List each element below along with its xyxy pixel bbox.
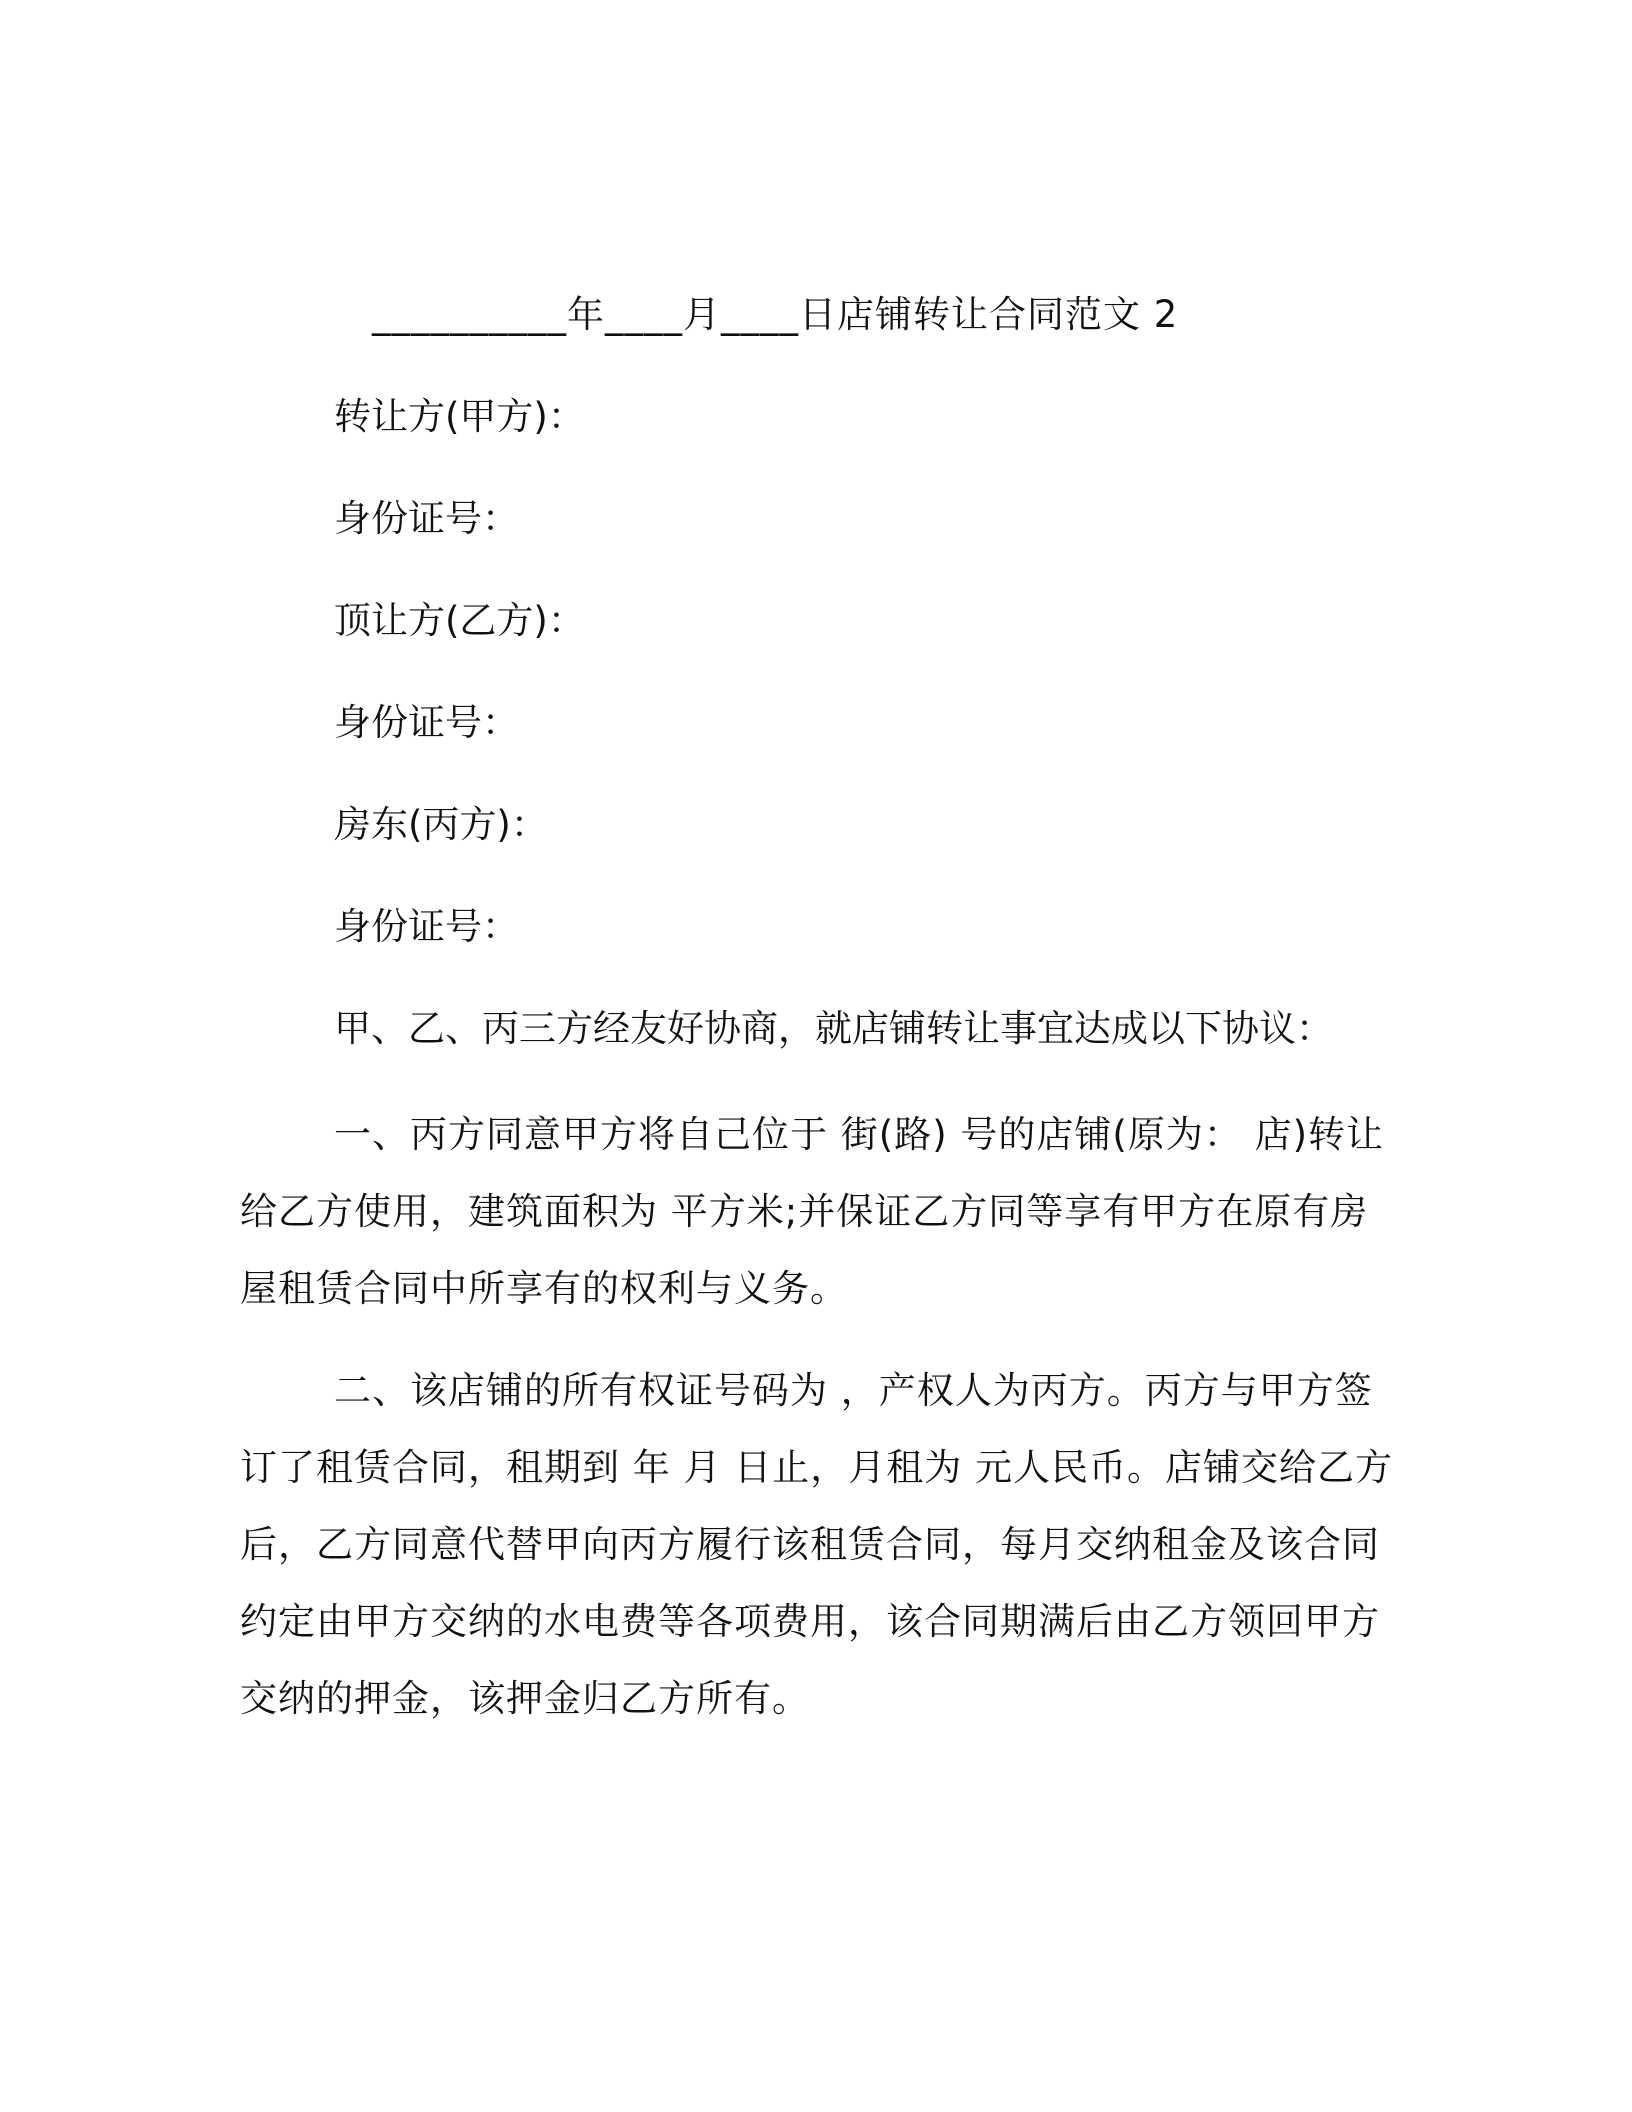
transferor-id-field: 身份证号：	[334, 497, 519, 540]
clause-two: 二、该店铺的所有权证号码为 ，产权人为丙方。丙方与甲方签订了租赁合同，租期到 年 月 日止，月租为 元人民币。店铺交给乙方后，乙方同意代替甲向丙方履行该租赁合同，每月交纳租金及该合同约定由甲方交纳的水电费等各项费用，该合同期满后由乙方领回甲方交纳的押金，该押金归乙方所有。	[240, 1369, 1394, 1720]
transferor-field: 转让方(甲方)：	[334, 395, 585, 438]
transferee-id-field: 身份证号：	[334, 701, 519, 744]
landlord-id-field: 身份证号：	[334, 905, 519, 948]
transferee-field: 顶让方(乙方)：	[334, 599, 585, 642]
agreement-intro: 甲、乙、丙三方经友好协商，就店铺转让事宜达成以下协议：	[334, 1007, 1333, 1050]
landlord-field: 房东(丙方)：	[334, 803, 548, 846]
clause-one: 一、丙方同意甲方将自己位于 街(路) 号的店铺(原为： 店)转让给乙方使用，建筑面积为 平方米;并保证乙方同等享有甲方在原有房屋租赁合同中所享有的权利与义务。	[240, 1113, 1385, 1310]
document-title: __________年____月____日店铺转让合同范文 2	[372, 293, 1179, 336]
